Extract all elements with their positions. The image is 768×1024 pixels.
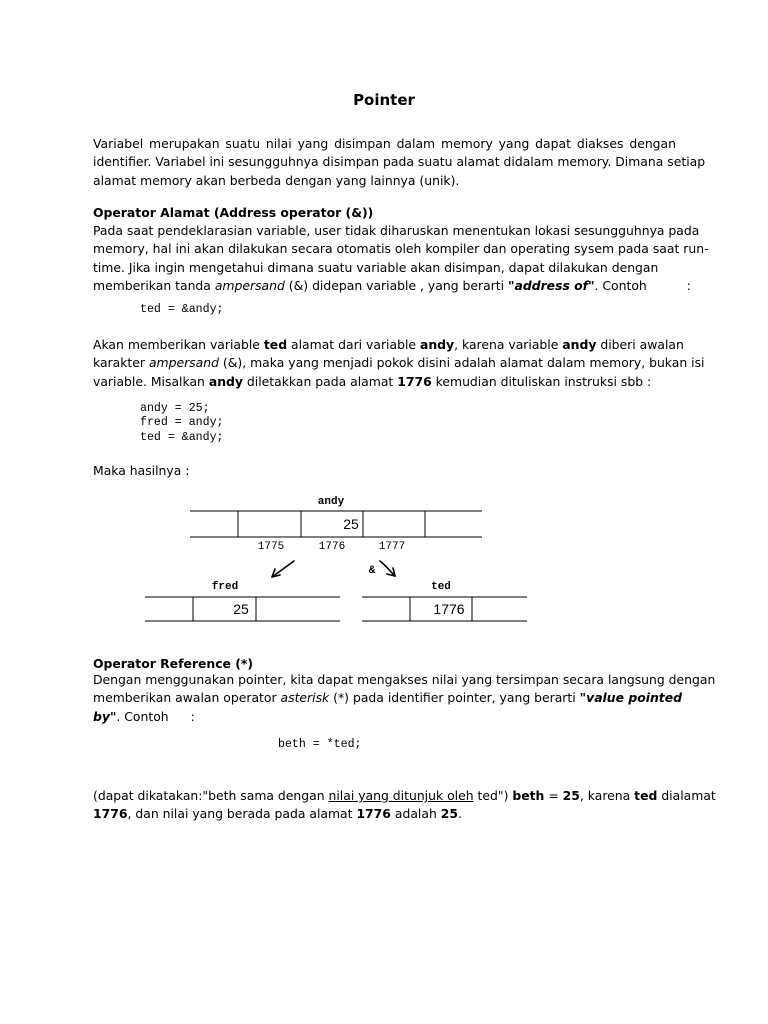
address-of-term: "address of"	[508, 277, 595, 293]
paragraph-line	[93, 787, 716, 805]
var-andy: andy	[208, 373, 243, 389]
text-run: (dapat dikatakan:"beth sama dengan	[93, 788, 329, 803]
paragraph-line: Dengan menggunakan pointer, kita dapat mengakses nilai yang tersimpan secara langsung dengan	[93, 672, 716, 687]
address-label: 1775	[257, 541, 285, 553]
text-run: diletakkan pada alamat	[242, 373, 398, 389]
text-run: (*) pada identifier pointer, yang berarti	[329, 690, 580, 706]
text-run: .	[458, 806, 462, 822]
var-andy: andy	[562, 337, 597, 352]
address-label: 1777	[378, 541, 406, 553]
paragraph-line: Pada saat pendeklarasian variable, user tidak diharuskan menentukan lokasi sesungguhnya pada	[93, 223, 700, 238]
text-run: alamat dari variable	[287, 337, 420, 352]
value-25: 25	[440, 806, 459, 822]
code-snippet-3: beth = *ted;	[278, 738, 362, 751]
text-run: , dan nilai yang berada pada alamat	[127, 806, 357, 822]
paragraph-line	[93, 708, 676, 726]
conclusion-paragraph	[93, 787, 716, 824]
text-run: :	[190, 708, 195, 724]
fred-value: 25	[233, 601, 249, 617]
text-run: . Contoh	[116, 708, 169, 724]
text-run: =	[544, 788, 563, 803]
paragraph-line: time. Jika ingin mengetahui dimana suatu variable akan disimpan, dapat dilakukan dengan	[93, 259, 659, 275]
paragraph-line	[93, 689, 682, 707]
andy-label: andy	[317, 496, 345, 508]
var-ted: ted	[634, 788, 658, 803]
text-run: kemudian dituliskan instruksi sbb :	[431, 373, 652, 389]
text-run: memberikan awalan operator	[93, 690, 281, 706]
address-value: 1776	[397, 373, 432, 389]
code-snippet-1: ted = &andy;	[140, 303, 224, 316]
text-run: adalah	[390, 806, 441, 822]
asterisk-term: asterisk	[280, 690, 330, 706]
text-run: variable. Misalkan	[93, 373, 209, 389]
text-run: . Contoh	[594, 277, 647, 293]
text-run: Akan memberikan variable	[93, 337, 264, 352]
fred-label: fred	[211, 581, 239, 593]
text-run: , karena variable	[454, 337, 563, 352]
code-snippet-2: andy = 25; fred = andy; ted = &andy;	[140, 402, 224, 444]
reference-operator-paragraph	[93, 671, 716, 726]
andy-value: 25	[343, 516, 359, 532]
text-run: , karena	[579, 788, 635, 803]
intro-line: alamat memory akan berbeda dengan yang lainnya (unik).	[93, 172, 460, 188]
ted-value: 1776	[433, 601, 465, 617]
intro-line: Variabel merupakan suatu nilai yang disimpan dalam memory yang dapat diakses dengan	[93, 136, 676, 151]
text-run: dialamat	[657, 788, 716, 803]
ted-label: ted	[431, 581, 451, 593]
address-value: 1776	[93, 806, 128, 822]
var-ted: ted	[263, 337, 288, 352]
address-label: 1776	[318, 541, 346, 553]
page-title: Pointer	[353, 91, 415, 109]
ampersand-term: ampersand	[148, 355, 219, 371]
value-pointed-term: by"	[93, 708, 117, 724]
value-pointed-term: "value pointed	[579, 690, 682, 706]
value-25: 25	[562, 788, 580, 803]
reference-operator-heading: Operator Reference (*)	[93, 656, 254, 671]
var-andy: andy	[419, 337, 455, 352]
text-run: ted")	[473, 788, 513, 803]
text-run: diberi awalan	[596, 337, 684, 352]
address-value: 1776	[356, 806, 391, 822]
intro-line: identifier. Variabel ini sesungguhnya disimpan pada suatu alamat didalam memory. Dimana setiap	[93, 154, 706, 170]
text-run: (&) didepan variable , yang berarti	[284, 277, 509, 293]
text-run: karakter	[93, 355, 149, 371]
ampersand-term: ampersand	[214, 277, 285, 293]
var-beth: beth	[512, 788, 545, 803]
text-run: (&), maka yang menjadi pokok disini adalah alamat dalam memory, bukan isi	[218, 355, 705, 371]
ampersand-symbol: &	[368, 565, 376, 577]
paragraph-line: memory, hal ini akan dilakukan secara otomatis oleh kompiler dan operating sysem pada saat run-	[93, 241, 709, 257]
result-label: Maka hasilnya :	[93, 463, 190, 478]
paragraph-line	[93, 805, 676, 823]
text-run: :	[686, 277, 691, 293]
address-operator-heading: Operator Alamat (Address operator (&))	[93, 205, 374, 220]
underlined-phrase: nilai yang ditunjuk oleh	[328, 788, 474, 803]
text-run: memberikan tanda	[93, 277, 215, 293]
